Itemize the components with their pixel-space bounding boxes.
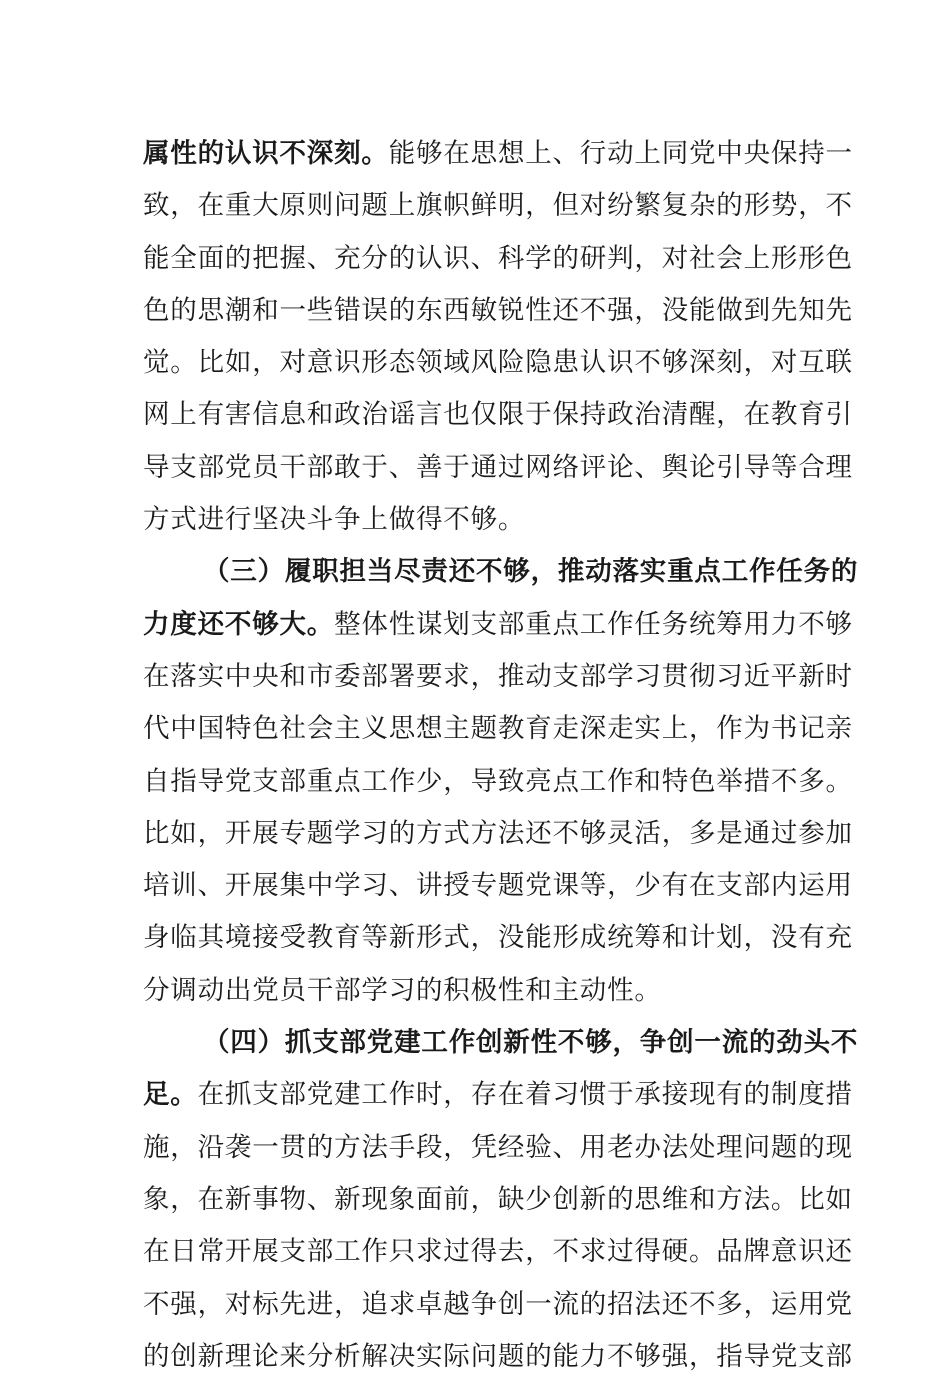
text-line	[143, 1069, 853, 1121]
text-line	[143, 1122, 853, 1174]
bold-phrase: （四）抓支部党建工作创新性不够，争创一流的劲头不	[203, 1027, 859, 1059]
text-line	[143, 1174, 853, 1226]
text-line	[143, 337, 853, 389]
text-line	[143, 494, 807, 546]
text-line	[143, 128, 853, 180]
line-text: 的创新理论来分析解决实际问题的能力不够强，指导党支部	[143, 1340, 853, 1372]
text-line	[143, 180, 853, 232]
text-line	[143, 1331, 853, 1383]
text-line	[143, 389, 853, 441]
line-text: 在日常开展支部工作只求过得去，不求过得硬。品牌意识还	[143, 1236, 853, 1268]
document-body	[143, 128, 859, 1383]
text-line	[143, 965, 807, 1017]
line-text: 象，在新事物、新现象面前，缺少创新的思维和方法。比如	[143, 1183, 853, 1215]
line-text: 在落实中央和市委部署要求，推动支部学习贯彻习近平新时	[143, 660, 853, 692]
line-text: 导支部党员干部敢于、善于通过网络评论、舆论引导等合理	[143, 451, 853, 483]
text-line	[143, 651, 853, 703]
text-line	[143, 1226, 853, 1278]
text-line	[143, 233, 853, 285]
text-line	[143, 285, 853, 337]
line-text: 致，在重大原则问题上旗帜鲜明，但对纷繁复杂的形势，不	[143, 190, 853, 222]
text-line	[143, 912, 853, 964]
line-text: 网上有害信息和政治谣言也仅限于保持政治清醒，在教育引	[143, 399, 853, 431]
bold-phrase: （三）履职担当尽责还不够，推动落实重点工作任务的	[203, 556, 859, 588]
section-heading	[143, 546, 859, 598]
text-line	[143, 599, 853, 651]
bold-phrase: 力度还不够大。	[143, 608, 335, 640]
line-text: 整体性谋划支部重点工作任务统筹用力不够	[334, 608, 853, 640]
line-text: 比如，开展专题学习的方式方法还不够灵活，多是通过参加	[143, 817, 853, 849]
section-heading	[143, 1017, 859, 1069]
text-line	[143, 808, 853, 860]
line-text: 分调动出党员干部学习的积极性和主动性。	[143, 974, 662, 1006]
line-text: 色的思潮和一些错误的东西敏锐性还不强，没能做到先知先	[143, 294, 853, 326]
line-text: 觉。比如，对意识形态领域风险隐患认识不够深刻，对互联	[143, 347, 853, 379]
line-text: 代中国特色社会主义思想主题教育走深走实上，作为书记亲	[143, 713, 853, 745]
bold-phrase: 属性的认识不深刻。	[143, 138, 389, 169]
line-text: 不强，对标先进，追求卓越争创一流的招法还不多，运用党	[143, 1288, 853, 1320]
text-line	[143, 756, 853, 808]
line-text: 方式进行坚决斗争上做得不够。	[143, 504, 526, 536]
line-text: 能全面的把握、充分的认识、科学的研判，对社会上形形色	[143, 242, 853, 274]
line-text: 身临其境接受教育等新形式，没能形成统筹和计划，没有充	[143, 922, 853, 954]
text-line	[143, 860, 853, 912]
line-text: 自指导党支部重点工作少，导致亮点工作和特色举措不多。	[143, 765, 853, 797]
line-text: 能够在思想上、行动上同党中央保持一	[388, 138, 853, 169]
text-line	[143, 703, 853, 755]
line-text: 施，沿袭一贯的方法手段，凭经验、用老办法处理问题的现	[143, 1131, 853, 1163]
line-text: 培训、开展集中学习、讲授专题党课等，少有在支部内运用	[143, 870, 853, 902]
bold-phrase: 足。	[143, 1079, 198, 1111]
text-line	[143, 442, 853, 494]
text-line	[143, 1279, 853, 1331]
line-text: 在抓支部党建工作时，存在着习惯于承接现有的制度措	[197, 1079, 853, 1111]
